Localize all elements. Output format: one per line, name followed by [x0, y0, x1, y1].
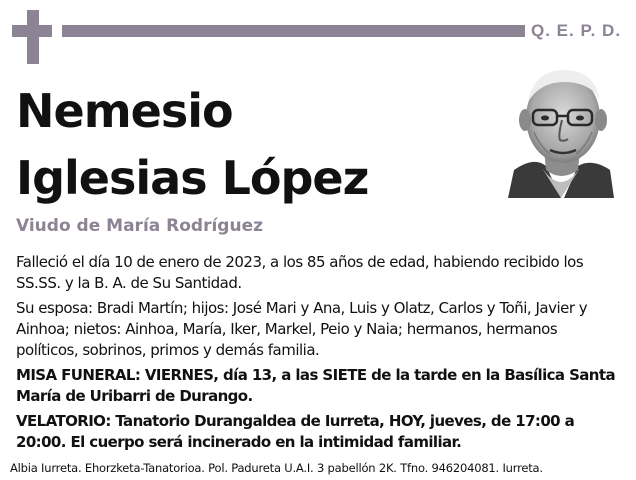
cross-icon-vertical: [27, 10, 39, 64]
family-paragraph: Su esposa: Bradi Martín; hijos: José Mari y Ana, Luis y Olatz, Carlos y Toñi, Javier y Ainhoa; nietos: Ainhoa, María, Iker, Markel, Peio y Naia; hermanos, hermanos políticos, sobrinos, primos y demás familia.: [16, 299, 588, 359]
funeral-home-footer: Albia Iurreta. Ehorzketa-Tanatorioa. Pol. Padureta U.A.I. 3 pabellón 2K. Tfno. 946204081. Iurreta.: [10, 461, 543, 475]
funeral-mass-paragraph: MISA FUNERAL: VIERNES, día 13, a las SIETE de la tarde en la Basílica Santa María de Uribarri de Durango.: [16, 366, 615, 405]
cross-icon-horizontal: [12, 25, 52, 37]
wake-paragraph: VELATORIO: Tanatorio Durangaldea de Iurreta, HOY, jueves, de 17:00 a 20:00. El cuerpo será incinerado en la intimidad familiar.: [16, 412, 575, 451]
deceased-first-name: Nemesio: [16, 84, 233, 138]
portrait-photo: [506, 58, 616, 198]
deceased-surnames: Iglesias López: [16, 151, 369, 205]
death-notice-paragraph: Falleció el día 10 de enero de 2023, a los 85 años de edad, habiendo recibido los SS.SS. y la B. A. de Su Santidad.: [16, 253, 584, 292]
widow-note: Viudo de María Rodríguez: [16, 216, 264, 236]
qepd-label: Q. E. P. D.: [531, 21, 622, 40]
header-bar: [62, 25, 525, 37]
